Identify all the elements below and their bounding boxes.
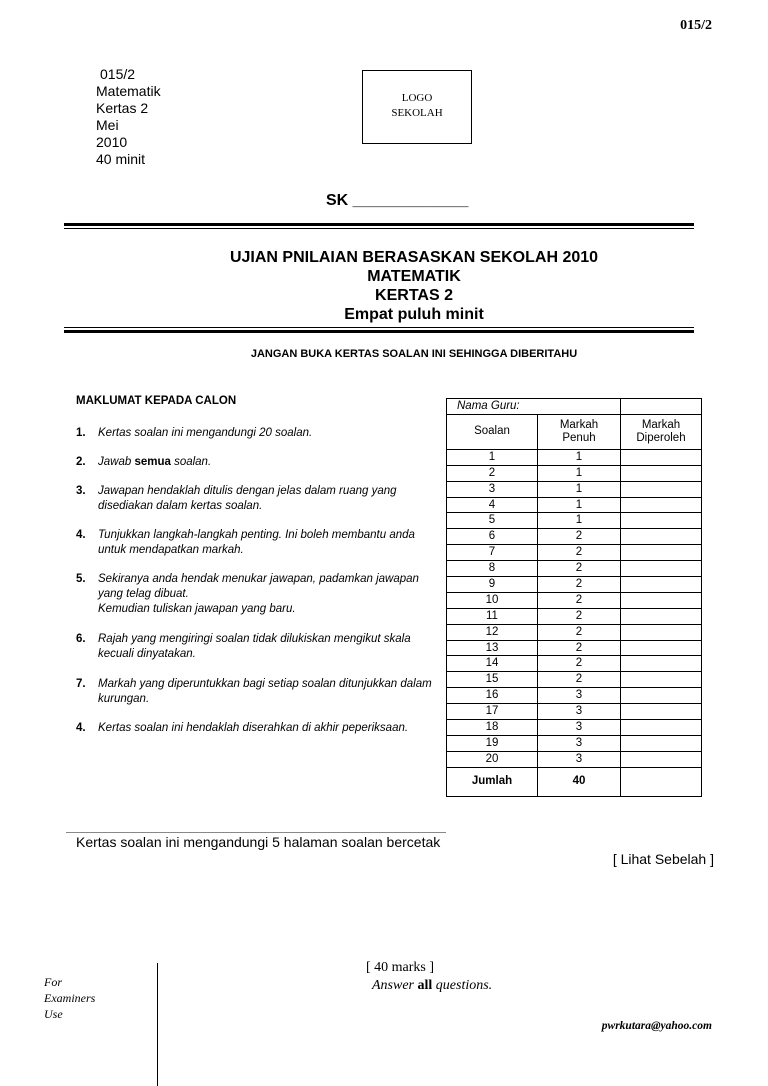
title-line: KERTAS 2 xyxy=(375,287,453,304)
question-number: 3 xyxy=(447,481,538,497)
full-marks: 2 xyxy=(538,608,621,624)
full-marks: 3 xyxy=(538,751,621,767)
obtained-marks-cell[interactable] xyxy=(621,656,702,672)
divider xyxy=(66,832,446,833)
full-marks: 3 xyxy=(538,720,621,736)
obtained-marks-cell[interactable] xyxy=(621,688,702,704)
teacher-name-field[interactable] xyxy=(621,399,702,415)
obtained-marks-cell[interactable] xyxy=(621,608,702,624)
question-number: 9 xyxy=(447,577,538,593)
full-marks: 2 xyxy=(538,592,621,608)
full-marks: 1 xyxy=(538,513,621,529)
table-row xyxy=(447,592,702,608)
obtained-marks-cell[interactable] xyxy=(621,545,702,561)
full-marks: 1 xyxy=(538,481,621,497)
obtained-marks-cell[interactable] xyxy=(621,672,702,688)
question-number: 19 xyxy=(447,735,538,751)
obtained-marks-cell[interactable] xyxy=(621,561,702,577)
obtained-marks-cell[interactable] xyxy=(621,640,702,656)
table-row xyxy=(447,561,702,577)
question-number: 7 xyxy=(447,545,538,561)
question-number: 17 xyxy=(447,704,538,720)
email-footer: pwrkutara@yahoo.com xyxy=(601,1020,712,1032)
title-line: MATEMATIK xyxy=(367,268,461,285)
col-header: Markah Diperoleh xyxy=(621,414,702,449)
full-marks: 3 xyxy=(538,735,621,751)
col-header: Soalan xyxy=(447,414,538,449)
obtained-marks-cell[interactable] xyxy=(621,592,702,608)
total-marks: [ 40 marks ] xyxy=(366,960,435,975)
school-name-field: SK _____________ xyxy=(326,192,469,209)
full-marks: 1 xyxy=(538,465,621,481)
exam-title xyxy=(64,248,764,324)
obtained-marks-cell[interactable] xyxy=(621,529,702,545)
obtained-marks-cell[interactable] xyxy=(621,465,702,481)
question-number: 11 xyxy=(447,608,538,624)
obtained-marks-cell[interactable] xyxy=(621,624,702,640)
question-number: 16 xyxy=(447,688,538,704)
meta-line: Mei xyxy=(96,117,119,133)
question-number: 12 xyxy=(447,624,538,640)
full-marks: 3 xyxy=(538,688,621,704)
table-row xyxy=(447,688,702,704)
total-value: 40 xyxy=(538,767,621,796)
title-line: UJIAN PNILAIAN BERASASKAN SEKOLAH 2010 xyxy=(229,249,599,266)
question-number: 1 xyxy=(447,449,538,465)
teacher-name-label: Nama Guru: xyxy=(447,399,621,415)
table-header xyxy=(447,414,702,449)
table-row xyxy=(447,720,702,736)
question-number: 5 xyxy=(447,513,538,529)
table-row xyxy=(447,656,702,672)
full-marks: 3 xyxy=(538,704,621,720)
title-line: Empat puluh minit xyxy=(344,306,484,323)
table-row xyxy=(447,735,702,751)
obtained-marks-cell[interactable] xyxy=(621,735,702,751)
paper-meta xyxy=(96,66,161,168)
question-number: 15 xyxy=(447,672,538,688)
question-number: 4 xyxy=(447,497,538,513)
turn-over-note: [ Lihat Sebelah ] xyxy=(612,851,714,867)
meta-line: 40 minit xyxy=(96,151,146,167)
question-number: 2 xyxy=(447,465,538,481)
info-item: 1. Kertas soalan ini mengandungi 20 soalan. xyxy=(76,427,313,439)
info-item: 6. Rajah yang mengiringi soalan tidak dilukiskan mengikut skala kecuali dinyatakan. xyxy=(76,633,411,660)
marks-table xyxy=(446,398,702,797)
question-number: 20 xyxy=(447,751,538,767)
obtained-marks-cell[interactable] xyxy=(621,720,702,736)
table-row xyxy=(447,640,702,656)
info-item: 4. Kertas soalan ini hendaklah diserahkan di akhir peperiksaan. xyxy=(76,722,409,734)
table-row xyxy=(447,513,702,529)
divider xyxy=(64,327,694,328)
full-marks: 2 xyxy=(538,640,621,656)
col-header: Markah Penuh xyxy=(538,414,621,449)
table-row xyxy=(447,577,702,593)
paper-code: 015/2 xyxy=(680,18,712,33)
full-marks: 2 xyxy=(538,656,621,672)
table-row xyxy=(447,608,702,624)
logo-text: LOGO xyxy=(401,92,433,104)
question-number: 14 xyxy=(447,656,538,672)
table-row xyxy=(447,751,702,767)
info-item: 2. Jawab semua soalan. xyxy=(76,456,212,468)
table-row xyxy=(447,624,702,640)
question-number: 18 xyxy=(447,720,538,736)
total-label: Jumlah xyxy=(447,767,538,796)
divider xyxy=(64,223,694,226)
full-marks: 1 xyxy=(538,497,621,513)
question-number: 13 xyxy=(447,640,538,656)
obtained-marks-cell[interactable] xyxy=(621,449,702,465)
meta-line: 2010 xyxy=(96,134,128,150)
obtained-marks-cell[interactable] xyxy=(621,577,702,593)
table-row xyxy=(447,529,702,545)
table-row xyxy=(447,449,702,465)
full-marks: 2 xyxy=(538,561,621,577)
divider xyxy=(64,228,694,229)
table-row xyxy=(447,497,702,513)
question-number: 6 xyxy=(447,529,538,545)
full-marks: 2 xyxy=(538,624,621,640)
table-row xyxy=(447,704,702,720)
info-item: 4. Tunjukkan langkah-langkah penting. Ini boleh membantu anda untuk mendapatkan markah. xyxy=(76,529,415,556)
candidate-info-heading: MAKLUMAT KEPADA CALON xyxy=(76,395,237,407)
logo-subtext: SEKOLAH xyxy=(391,107,443,119)
info-item: 7. Markah yang diperuntukkan bagi setiap soalan ditunjukkan dalam kurungan. xyxy=(76,678,432,705)
examiners-use-label: For Examiners Use xyxy=(44,975,96,1021)
warning-text: JANGAN BUKA KERTAS SOALAN INI SEHINGGA DIBERITAHU xyxy=(250,348,578,360)
table-row xyxy=(447,465,702,481)
full-marks: 2 xyxy=(538,545,621,561)
table-row xyxy=(447,399,702,415)
margin-line xyxy=(157,963,158,1086)
total-row xyxy=(447,767,702,796)
obtained-marks-cell[interactable] xyxy=(621,704,702,720)
divider xyxy=(64,330,694,333)
table-row xyxy=(447,481,702,497)
full-marks: 1 xyxy=(538,449,621,465)
obtained-marks-cell[interactable] xyxy=(621,751,702,767)
full-marks: 2 xyxy=(538,672,621,688)
page-count-note: Kertas soalan ini mengandungi 5 halaman soalan bercetak xyxy=(76,834,441,850)
full-marks: 2 xyxy=(538,577,621,593)
info-item: 3. Jawapan hendaklah ditulis dengan jelas dalam ruang yang disediakan dalam kertas soalan. xyxy=(76,485,397,512)
question-number: 10 xyxy=(447,592,538,608)
full-marks: 2 xyxy=(538,529,621,545)
table-row xyxy=(447,545,702,561)
answer-instruction: Answer all questions. xyxy=(372,978,493,993)
info-item: 5. Sekiranya anda hendak menukar jawapan, padamkan jawapan yang telag dibuat. Kemudian tuliskan jawapan yang baru. xyxy=(76,573,419,615)
meta-line: Matematik xyxy=(96,83,161,99)
obtained-marks-cell[interactable] xyxy=(621,481,702,497)
meta-line: Kertas 2 xyxy=(96,100,149,116)
school-logo-placeholder xyxy=(362,70,472,144)
obtained-marks-cell[interactable] xyxy=(621,497,702,513)
table-row xyxy=(447,672,702,688)
obtained-marks-cell[interactable] xyxy=(621,513,702,529)
question-number: 8 xyxy=(447,561,538,577)
total-obtained-cell[interactable] xyxy=(621,767,702,796)
meta-line: 015/2 xyxy=(100,66,136,82)
